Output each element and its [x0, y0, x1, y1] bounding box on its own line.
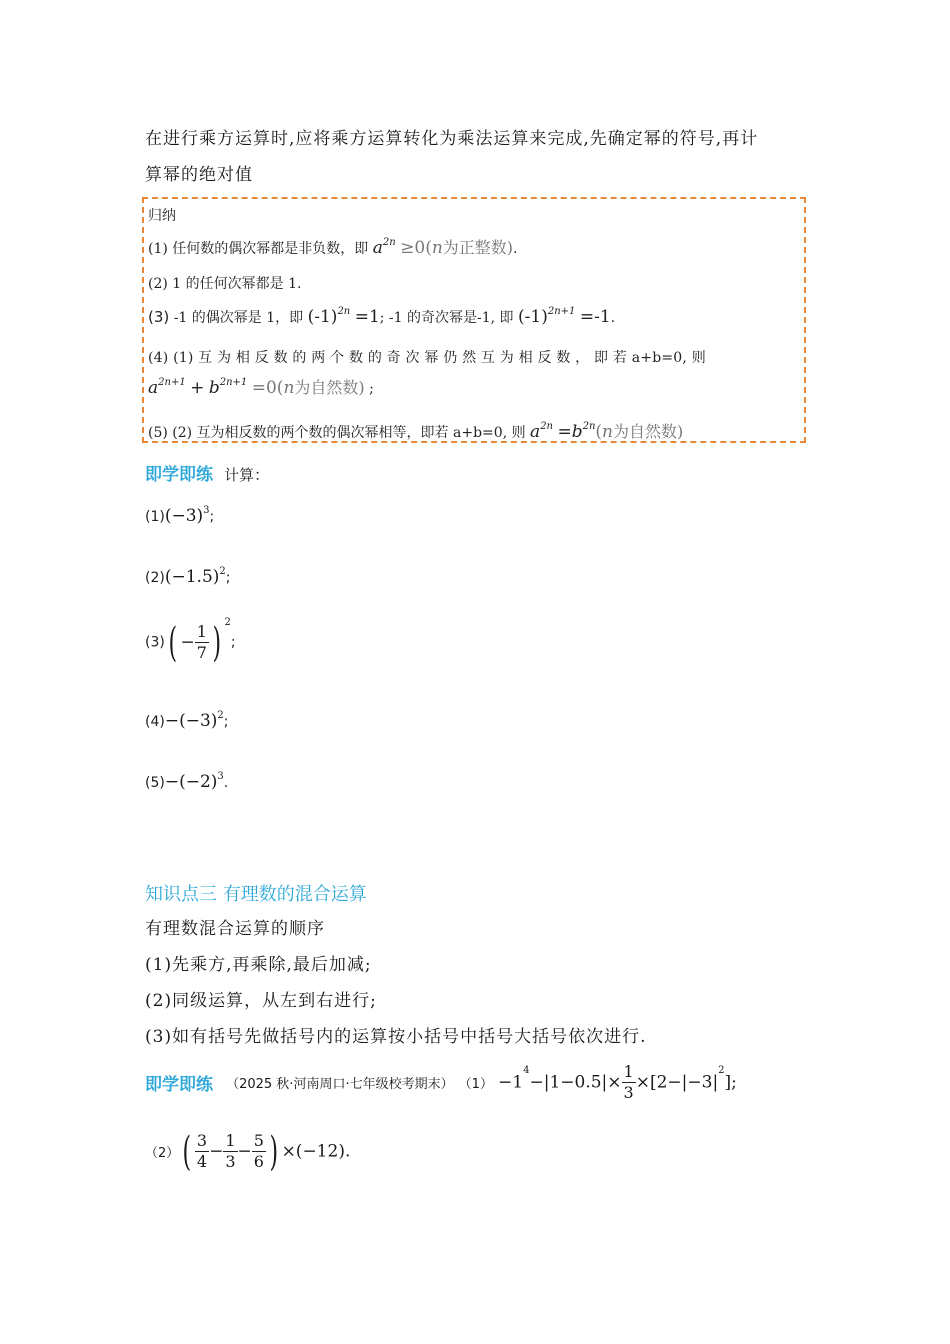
- practice-1-header: [145, 460, 269, 485]
- rule-2: (2)同级运算，从左到右进行;: [145, 991, 377, 1011]
- fraction-one-seventh: $\frac{1}{7}$: [196, 622, 207, 662]
- practice-2-label: 即学即练: [145, 1075, 213, 1095]
- practice-2-problem-2: （2）( $\frac{3}{4}$ − $\frac{1}{3}$ − $\frac{5}{6}$ ) ×(−12).: [145, 1128, 351, 1175]
- rule-3: (3)如有括号先做括号内的运算按小括号中括号大括号依次进行.: [145, 1027, 647, 1047]
- summary-item-2: (2) 1 的任何次幂都是 1.: [148, 276, 302, 292]
- practice-1-question-5: $(5)-(-2)^3$.: [145, 771, 229, 792]
- practice-1-question-2: $(2)(-1.5)^2$;: [145, 566, 231, 587]
- fraction-one-third-b: $\frac{1}{3}$: [225, 1131, 236, 1171]
- summary-item-4-line-1: (4) (1) 互 为 相 反 数 的 两 个 数 的 奇 次 幂 仍 然 互 为 相 反 数 ， 即 若 a+b=0, 则: [148, 350, 706, 366]
- fraction-three-fourths: $\frac{3}{4}$: [196, 1131, 208, 1171]
- practice-1-question-3: (3)( − $\frac{1}{7}$ ) $^2$;: [145, 617, 236, 666]
- summary-title: 归纳: [148, 208, 176, 224]
- rule-1: (1)先乘方,再乘除,最后加减;: [145, 955, 372, 975]
- summary-item-5: (5) (2) 互为相反数的两个数的偶次幂相等，即若 a+b=0, 则 $a^{2n} =b^{2n}(n$为自然数): [148, 421, 684, 442]
- summary-item-3: (3) -1 的偶次幂是 1，即 $(-1)^{2n} =1$; -1 的奇次幂是-1, 即 $(-1)^{2n+1} =-1$.: [148, 306, 616, 327]
- intro-line-2: 算幂的绝对值: [145, 165, 253, 185]
- practice-2-source: （2025 秋·河南周口·七年级校考期末）: [226, 1077, 454, 1092]
- summary-item-4-line-2: $a^{2n+1} + b^{2n+1} =0(n$为自然数) ;: [148, 377, 374, 398]
- summary-item-1: (1) 任何数的偶次幂都是非负数，即 $a^{2n} \ge 0(n$为正整数).: [148, 237, 518, 258]
- practice-1-question-1: $(1)(-3)^3$;: [145, 505, 215, 526]
- intro-line-1: 在进行乘方运算时,应将乘方运算转化为乘法运算来完成,先确定幂的符号,再计: [145, 129, 759, 149]
- practice-1-instruction: 计算：: [224, 466, 270, 484]
- summary-box: [142, 197, 806, 443]
- practice-2-problem-1: 即学即练 （2025 秋·河南周口·七年级校考期末） $(1) -1^4-|1-0.5|\times$ $\frac{1}{3}$ $\times[2-|-3|^2]$;: [145, 1062, 737, 1102]
- fraction-one-third: $\frac{1}{3}$: [623, 1062, 634, 1102]
- fraction-five-sixths: $\frac{5}{6}$: [253, 1131, 264, 1171]
- practice-1-question-4: $(4)-(-3)^2$;: [145, 710, 229, 731]
- section-3-heading: 知识点三 有理数的混合运算: [145, 884, 367, 905]
- order-title: 有理数混合运算的顺序: [145, 919, 325, 939]
- practice-1-label: 即学即练: [145, 465, 213, 485]
